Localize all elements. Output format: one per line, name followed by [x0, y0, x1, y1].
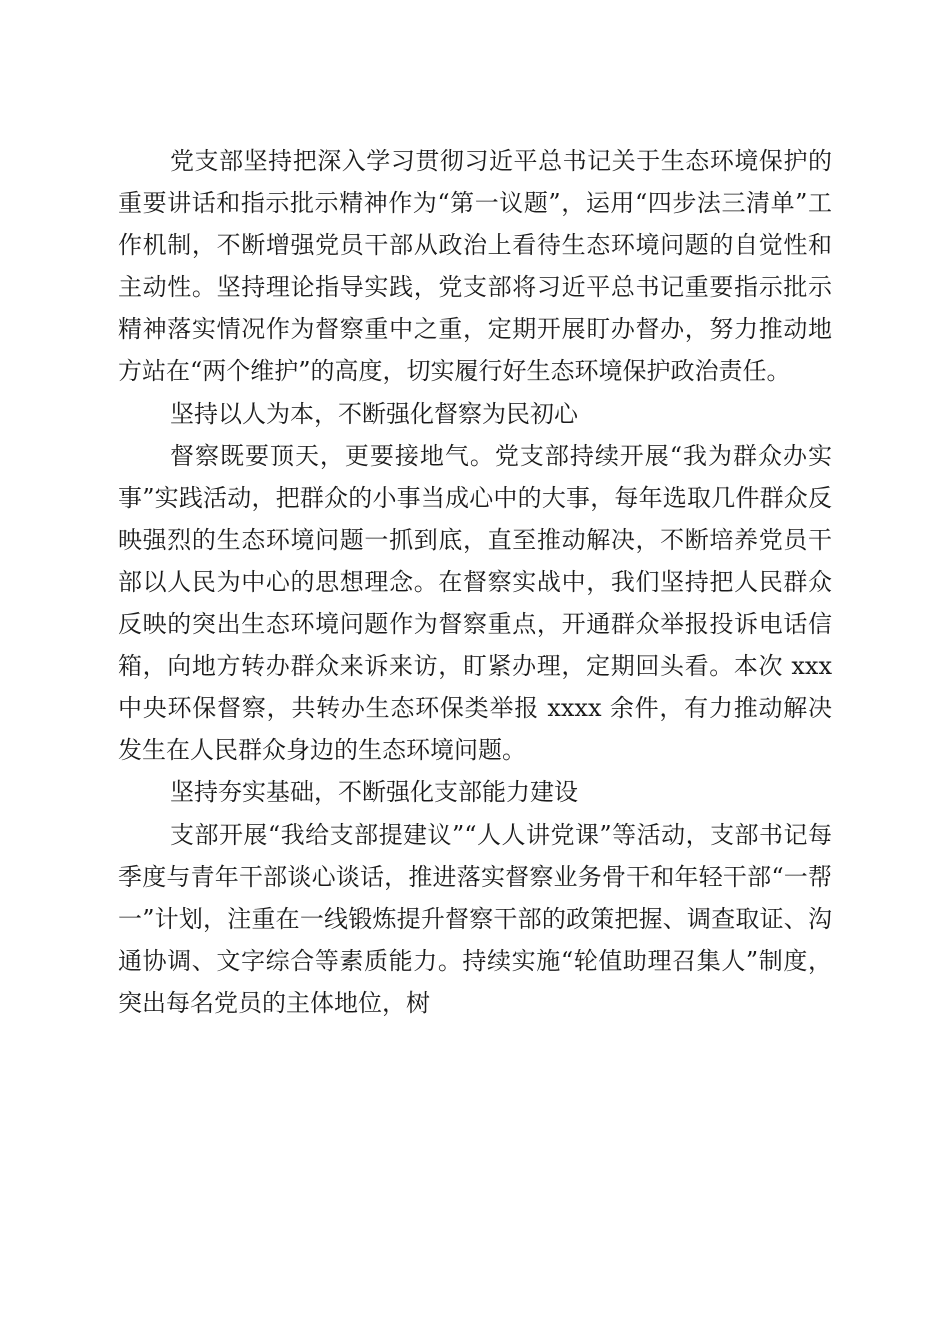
document-page [118, 140, 832, 1024]
section-heading-branch-capacity: 坚持夯实基础，不断强化支部能力建设 [170, 778, 578, 807]
paragraph-branch-capacity-building: 支部开展“我给支部提建议”“人人讲党课”等活动，支部书记每季度与青年干部谈心谈话，推进落实督察业务骨干和年轻干部“一帮一”计划，注重在一线锻炼提升督察干部的政策把握、调查取证、沟通协调、文字综合等素质能力。持续实施“轮值助理召集人”制度，突出每名党员的主体地位，树 [118, 820, 832, 1017]
section-heading-people-first: 坚持以人为本，不断强化督察为民初心 [170, 399, 578, 428]
paragraph-political-responsibility: 党支部坚持把深入学习贯彻习近平总书记关于生态环境保护的重要讲话和指示批示精神作为“第一议题”，运用“四步法三清单”工作机制，不断增强党员干部从政治上看待生态环境问题的自觉性和主动性。坚持理论指导实践，党支部将习近平总书记重要指示批示精神落实情况作为督察重中之重，定期开展盯办督办，努力推动地方站在“两个维护”的高度，切实履行好生态环境保护政治责任。 [118, 147, 832, 386]
paragraph-serving-the-people: 督察既要顶天，更要接地气。党支部持续开展“我为群众办实事”实践活动，把群众的小事当成心中的大事，每年选取几件群众反映强烈的生态环境问题一抓到底，直至推动解决，不断培养党员干部以人民为中心的思想理念。在督察实战中，我们坚持把人民群众反映的突出生态环境问题作为督察重点，开通群众举报投诉电话信箱，向地方转办群众来诉来访，盯紧办理，定期回头看。本次 xxx 中央环保督察，共转办生态环保类举报 xxxx 余件，有力推动解决发生在人民群众身边的生态环境问题。 [118, 441, 832, 765]
